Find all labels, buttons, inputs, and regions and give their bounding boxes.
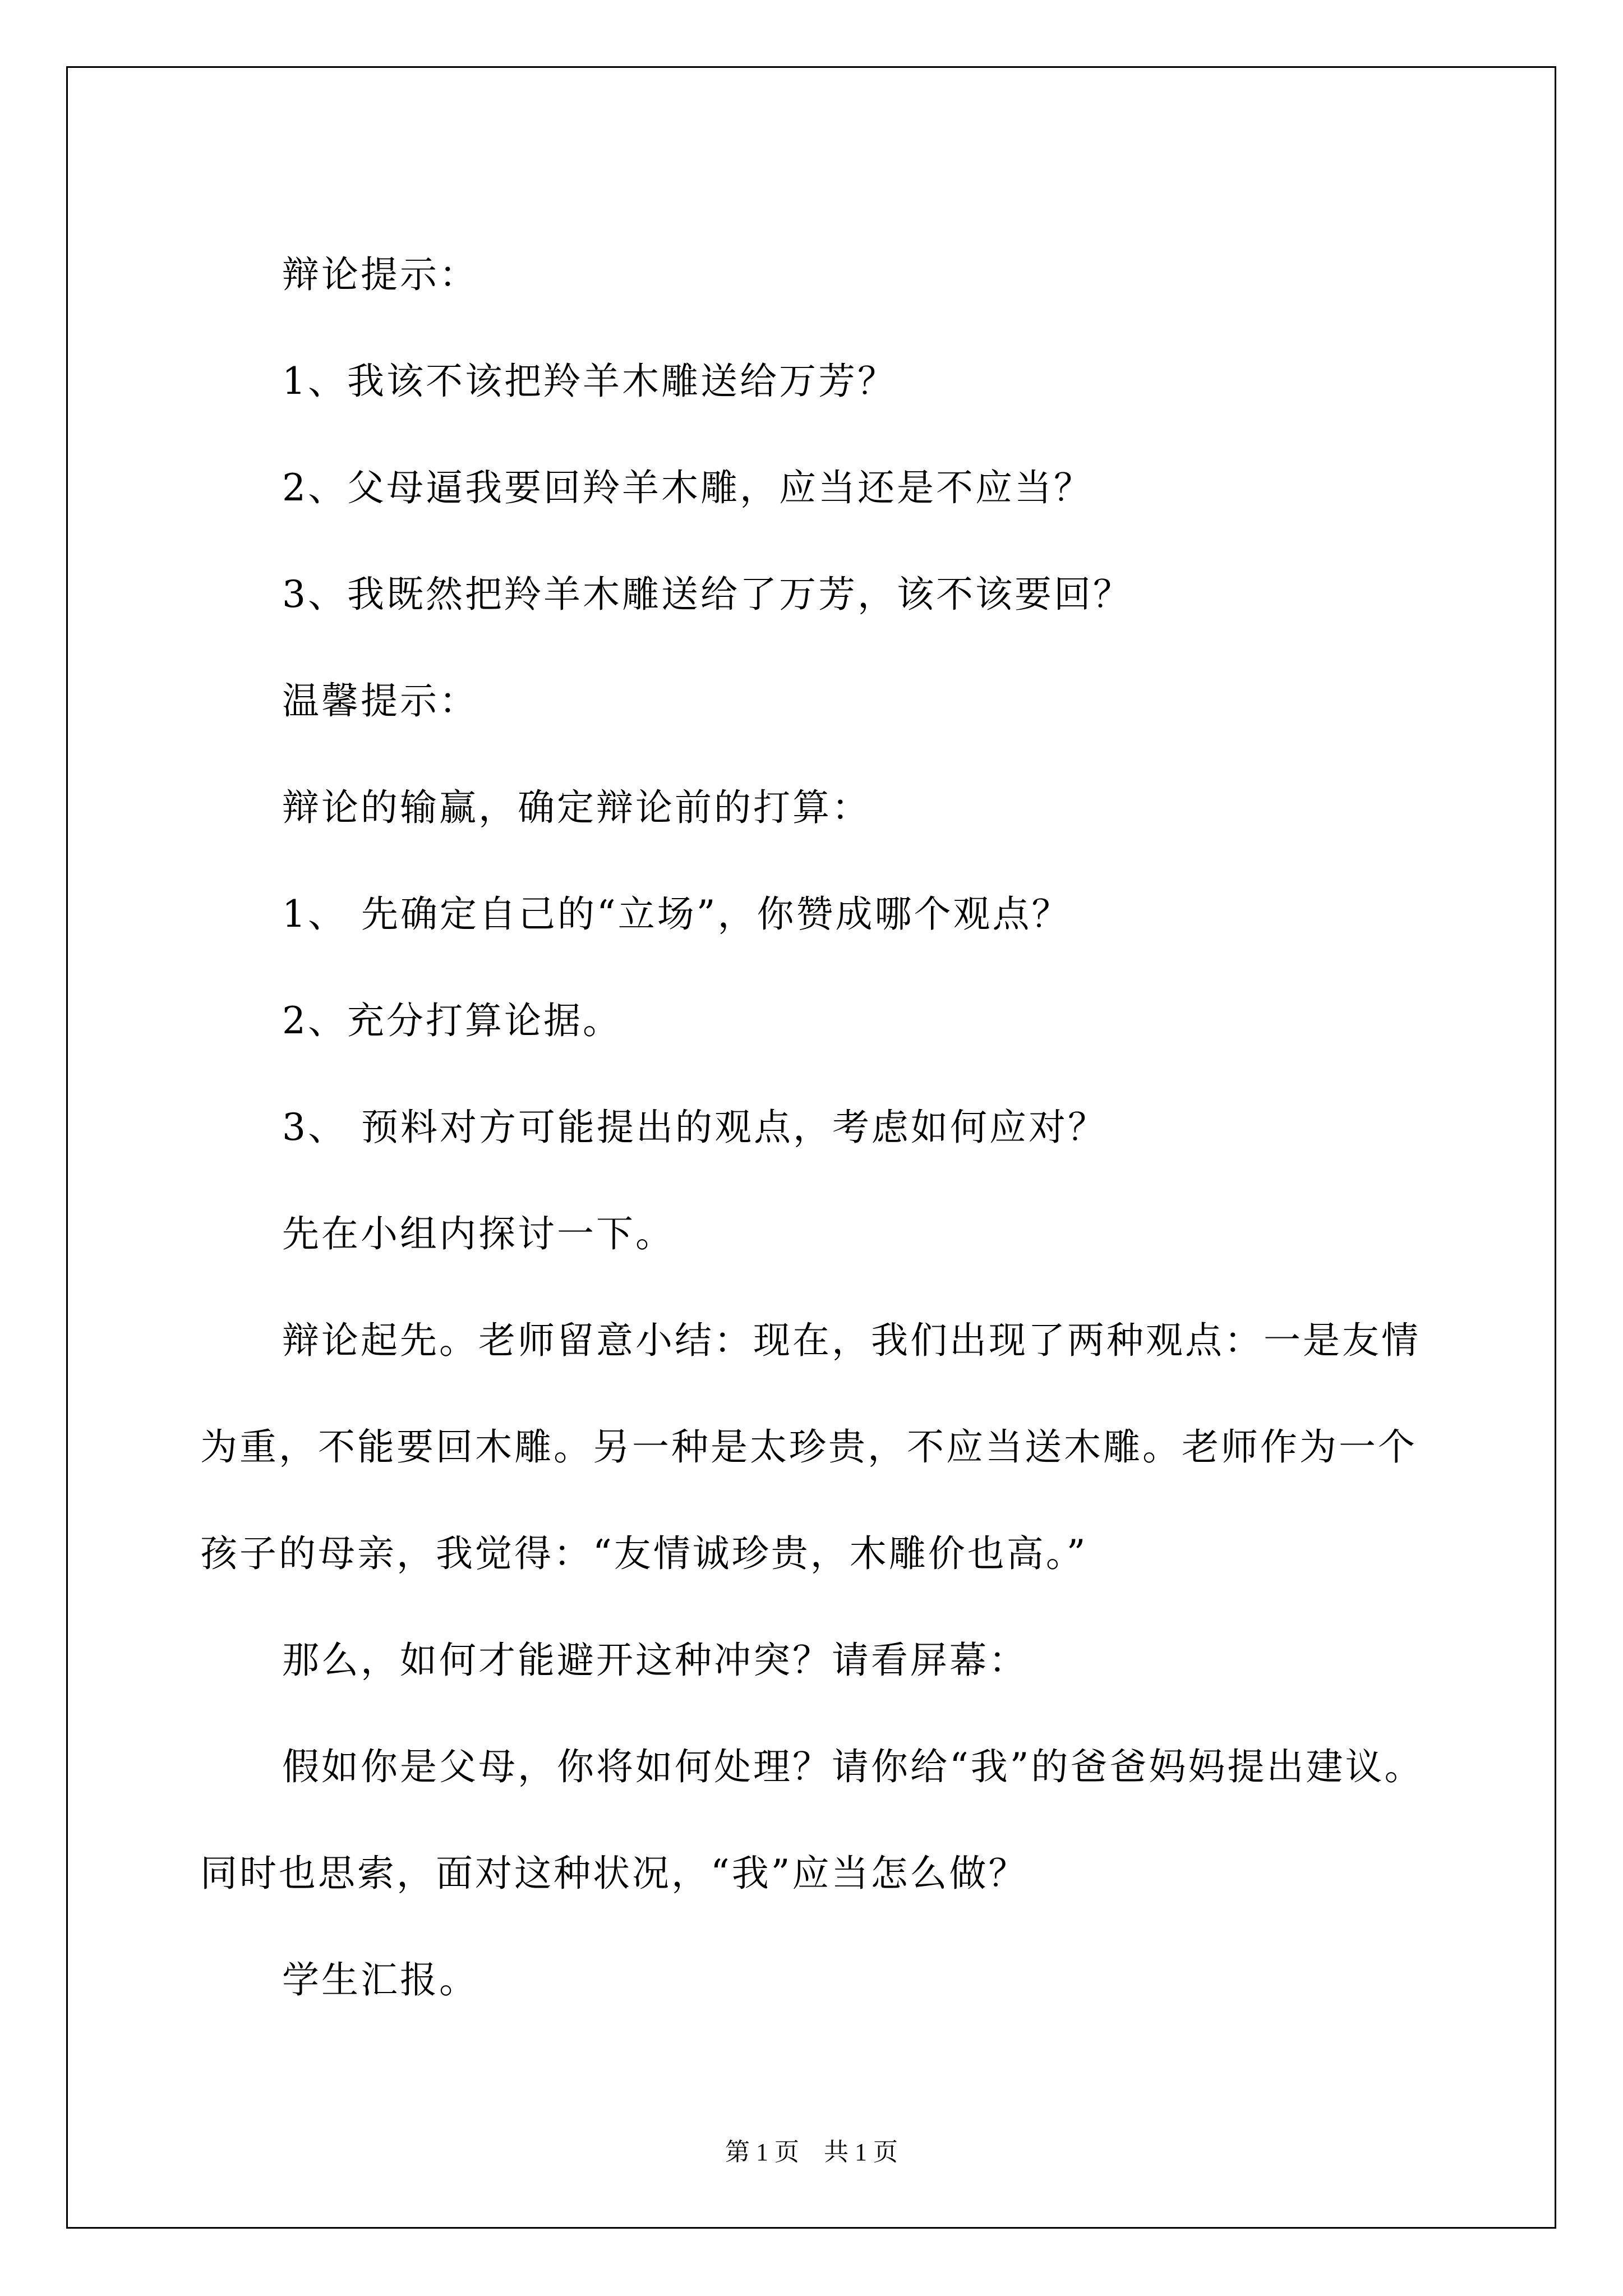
paragraph: 辩论提示： bbox=[282, 253, 478, 296]
paragraph: 先在小组内探讨一下。 bbox=[282, 1212, 675, 1255]
page-footer: 第 1 页 共 1 页 bbox=[725, 2138, 898, 2166]
paragraph: 2、父母逼我要回羚羊木雕，应当还是不应当？ bbox=[282, 466, 1093, 509]
document-body bbox=[200, 222, 1431, 2033]
paragraph: 2、充分打算论据。 bbox=[282, 999, 622, 1042]
paragraph: 3、我既然把羚羊木雕送给了万芳，该不该要回？ bbox=[282, 573, 1132, 616]
paragraph: 那么，如何才能避开这种冲突？请看屏幕： bbox=[282, 1639, 1028, 1682]
paragraph: 学生汇报。 bbox=[282, 1958, 478, 2001]
paragraph: 温馨提示： bbox=[282, 679, 478, 723]
paragraph: 1、 先确定自己的“立场”，你赞成哪个观点？ bbox=[282, 892, 1071, 936]
paragraph: 假如你是父母，你将如何处理？请你给“我”的爸爸妈妈提出建议。同时也思索，面对这种状况，“我”应当怎么做？ bbox=[200, 1745, 1424, 1895]
paragraph: 辩论的输赢，确定辩论前的打算： bbox=[282, 786, 871, 829]
paragraph: 1、我该不该把羚羊木雕送给万芳？ bbox=[282, 360, 897, 403]
paragraph: 3、 预料对方可能提出的观点，考虑如何应对？ bbox=[282, 1106, 1107, 1149]
paragraph: 辩论起先。老师留意小结：现在，我们出现了两种观点：一是友情为重，不能要回木雕。另一种是太珍贵，不应当送木雕。老师作为一个孩子的母亲，我觉得：“友情诚珍贵，木雕价也高。” bbox=[200, 1319, 1421, 1575]
